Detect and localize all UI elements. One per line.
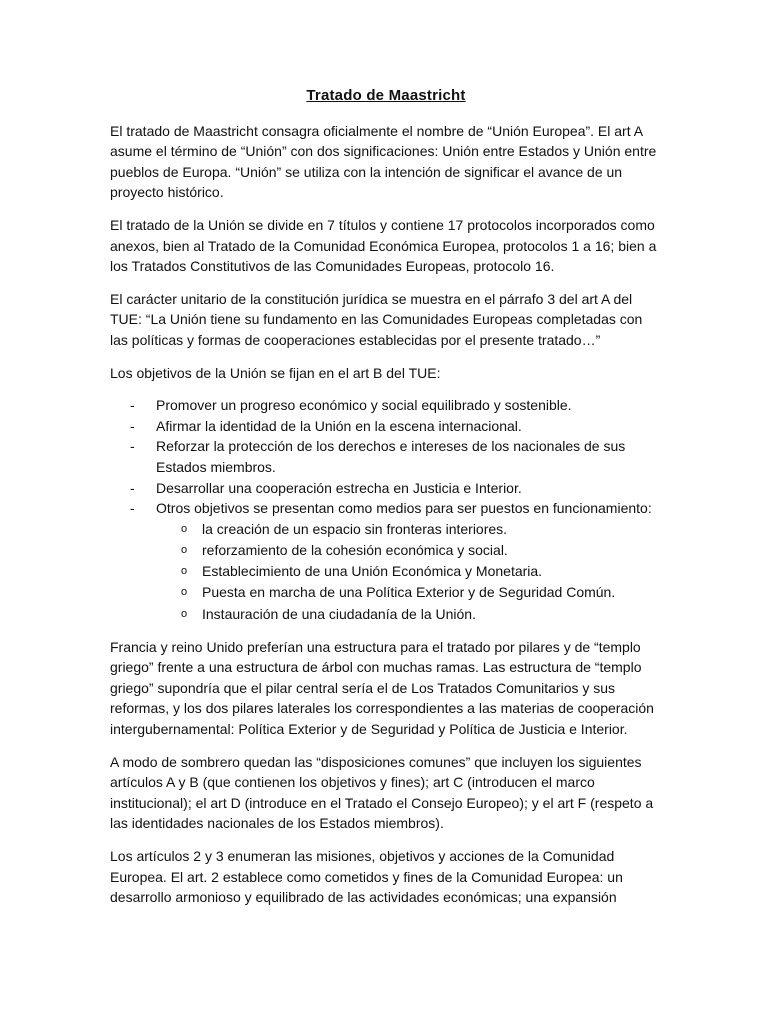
sub-list-item	[156, 582, 662, 603]
sub-list-item-text: la creación de un espacio sin fronteras interiores.	[202, 520, 508, 537]
list-item-text: Promover un progreso económico y social equilibrado y sostenible.	[156, 397, 572, 414]
document-body	[110, 86, 662, 920]
paragraph: Los artículos 2 y 3 enumeran las misiones, objetivos y acciones de la Comunidad Europea. El art. 2 establece como cometidos y fines de la Comunidad Europea: un desarrollo armonioso y equilibrado de las actividades económicas; una expansión	[110, 848, 623, 906]
circle-bullet: o	[181, 543, 188, 556]
sub-list-item	[156, 519, 662, 540]
paragraph: Francia y reino Unido preferían una estructura para el tratado por pilares y de “templo griego” frente a una estructura de árbol con muchas ramas. Las estructura de “templo griego” supondría que el pilar central sería el de Los Tratados Comunitarios y sus reformas, y los dos pilares laterales los correspondientes a las materias de cooperación intergubernamental: Política Exterior y de Seguridad y Política de Justicia e Interior.	[110, 638, 654, 738]
circle-bullet: o	[181, 565, 188, 578]
list-item	[110, 498, 662, 625]
paragraph: A modo de sombrero quedan las “disposiciones comunes” que incluyen los siguientes artículos A y B (que contienen los objetivos y fines); art C (introducen el marco institucional); el art D (introduce en el Tratado el Consejo Europeo); y el art F (respeto a las identidades nacionales de los Estados miembros).	[110, 753, 654, 832]
sub-objectives-list	[156, 519, 662, 625]
list-item-text: Reforzar la protección de los derechos e intereses de los nacionales de sus Estados miembros.	[156, 438, 626, 475]
sub-list-item-text: Puesta en marcha de una Política Exterior y de Seguridad Común.	[202, 584, 616, 601]
list-item-text: Afirmar la identidad de la Unión en la escena internacional.	[156, 417, 522, 434]
list-item	[110, 478, 662, 499]
sub-list-item	[156, 540, 662, 561]
circle-bullet: o	[181, 607, 188, 620]
dash-bullet: -	[130, 397, 135, 414]
list-item-text: Otros objetivos se presentan como medios para ser puestos en funcionamiento:	[156, 500, 652, 517]
sub-list-item	[156, 561, 662, 582]
paragraph: Los objetivos de la Unión se fijan en el art B del TUE:	[110, 364, 441, 381]
sub-list-item-text: Instauración de una ciudadanía de la Unión.	[202, 605, 476, 622]
dash-bullet: -	[130, 417, 135, 434]
paragraph: El carácter unitario de la constitución jurídica se muestra en el párrafo 3 del art A del TUE: “La Unión tiene su fundamento en las Comunidades Europeas completadas con las políticas y formas de cooperaciones establecidas por el presente tratado…”	[110, 290, 643, 348]
sub-list-item-text: Establecimiento de una Unión Económica y Monetaria.	[202, 563, 543, 580]
list-item	[110, 436, 662, 477]
paragraph: El tratado de Maastricht consagra oficialmente el nombre de “Unión Europea”. El art A asume el término de “Unión” con dos significaciones: Unión entre Estados y Unión entre pueblos de Europa. “Unión” se utiliza con la intención de significar el avance de un proyecto histórico.	[110, 122, 657, 201]
objectives-list	[110, 395, 662, 625]
list-item	[110, 395, 662, 416]
paragraph: El tratado de la Unión se divide en 7 títulos y contiene 17 protocolos incorporados como anexos, bien al Tratado de la Comunidad Económica Europea, protocolos 1 a 16; bien a los Tratados Constitutivos de las Comunidades Europeas, protocolo 16.	[110, 216, 657, 275]
circle-bullet: o	[181, 522, 188, 535]
circle-bullet: o	[181, 586, 188, 599]
sub-list-item-text: reforzamiento de la cohesión económica y social.	[202, 541, 508, 558]
list-item-text: Desarrollar una cooperación estrecha en Justicia e Interior.	[156, 479, 522, 496]
dash-bullet: -	[130, 500, 135, 517]
dash-bullet: -	[130, 479, 135, 496]
list-item	[110, 416, 662, 437]
document-title: Tratado de Maastricht	[306, 87, 466, 104]
sub-list-item	[156, 604, 662, 625]
dash-bullet: -	[130, 438, 135, 455]
